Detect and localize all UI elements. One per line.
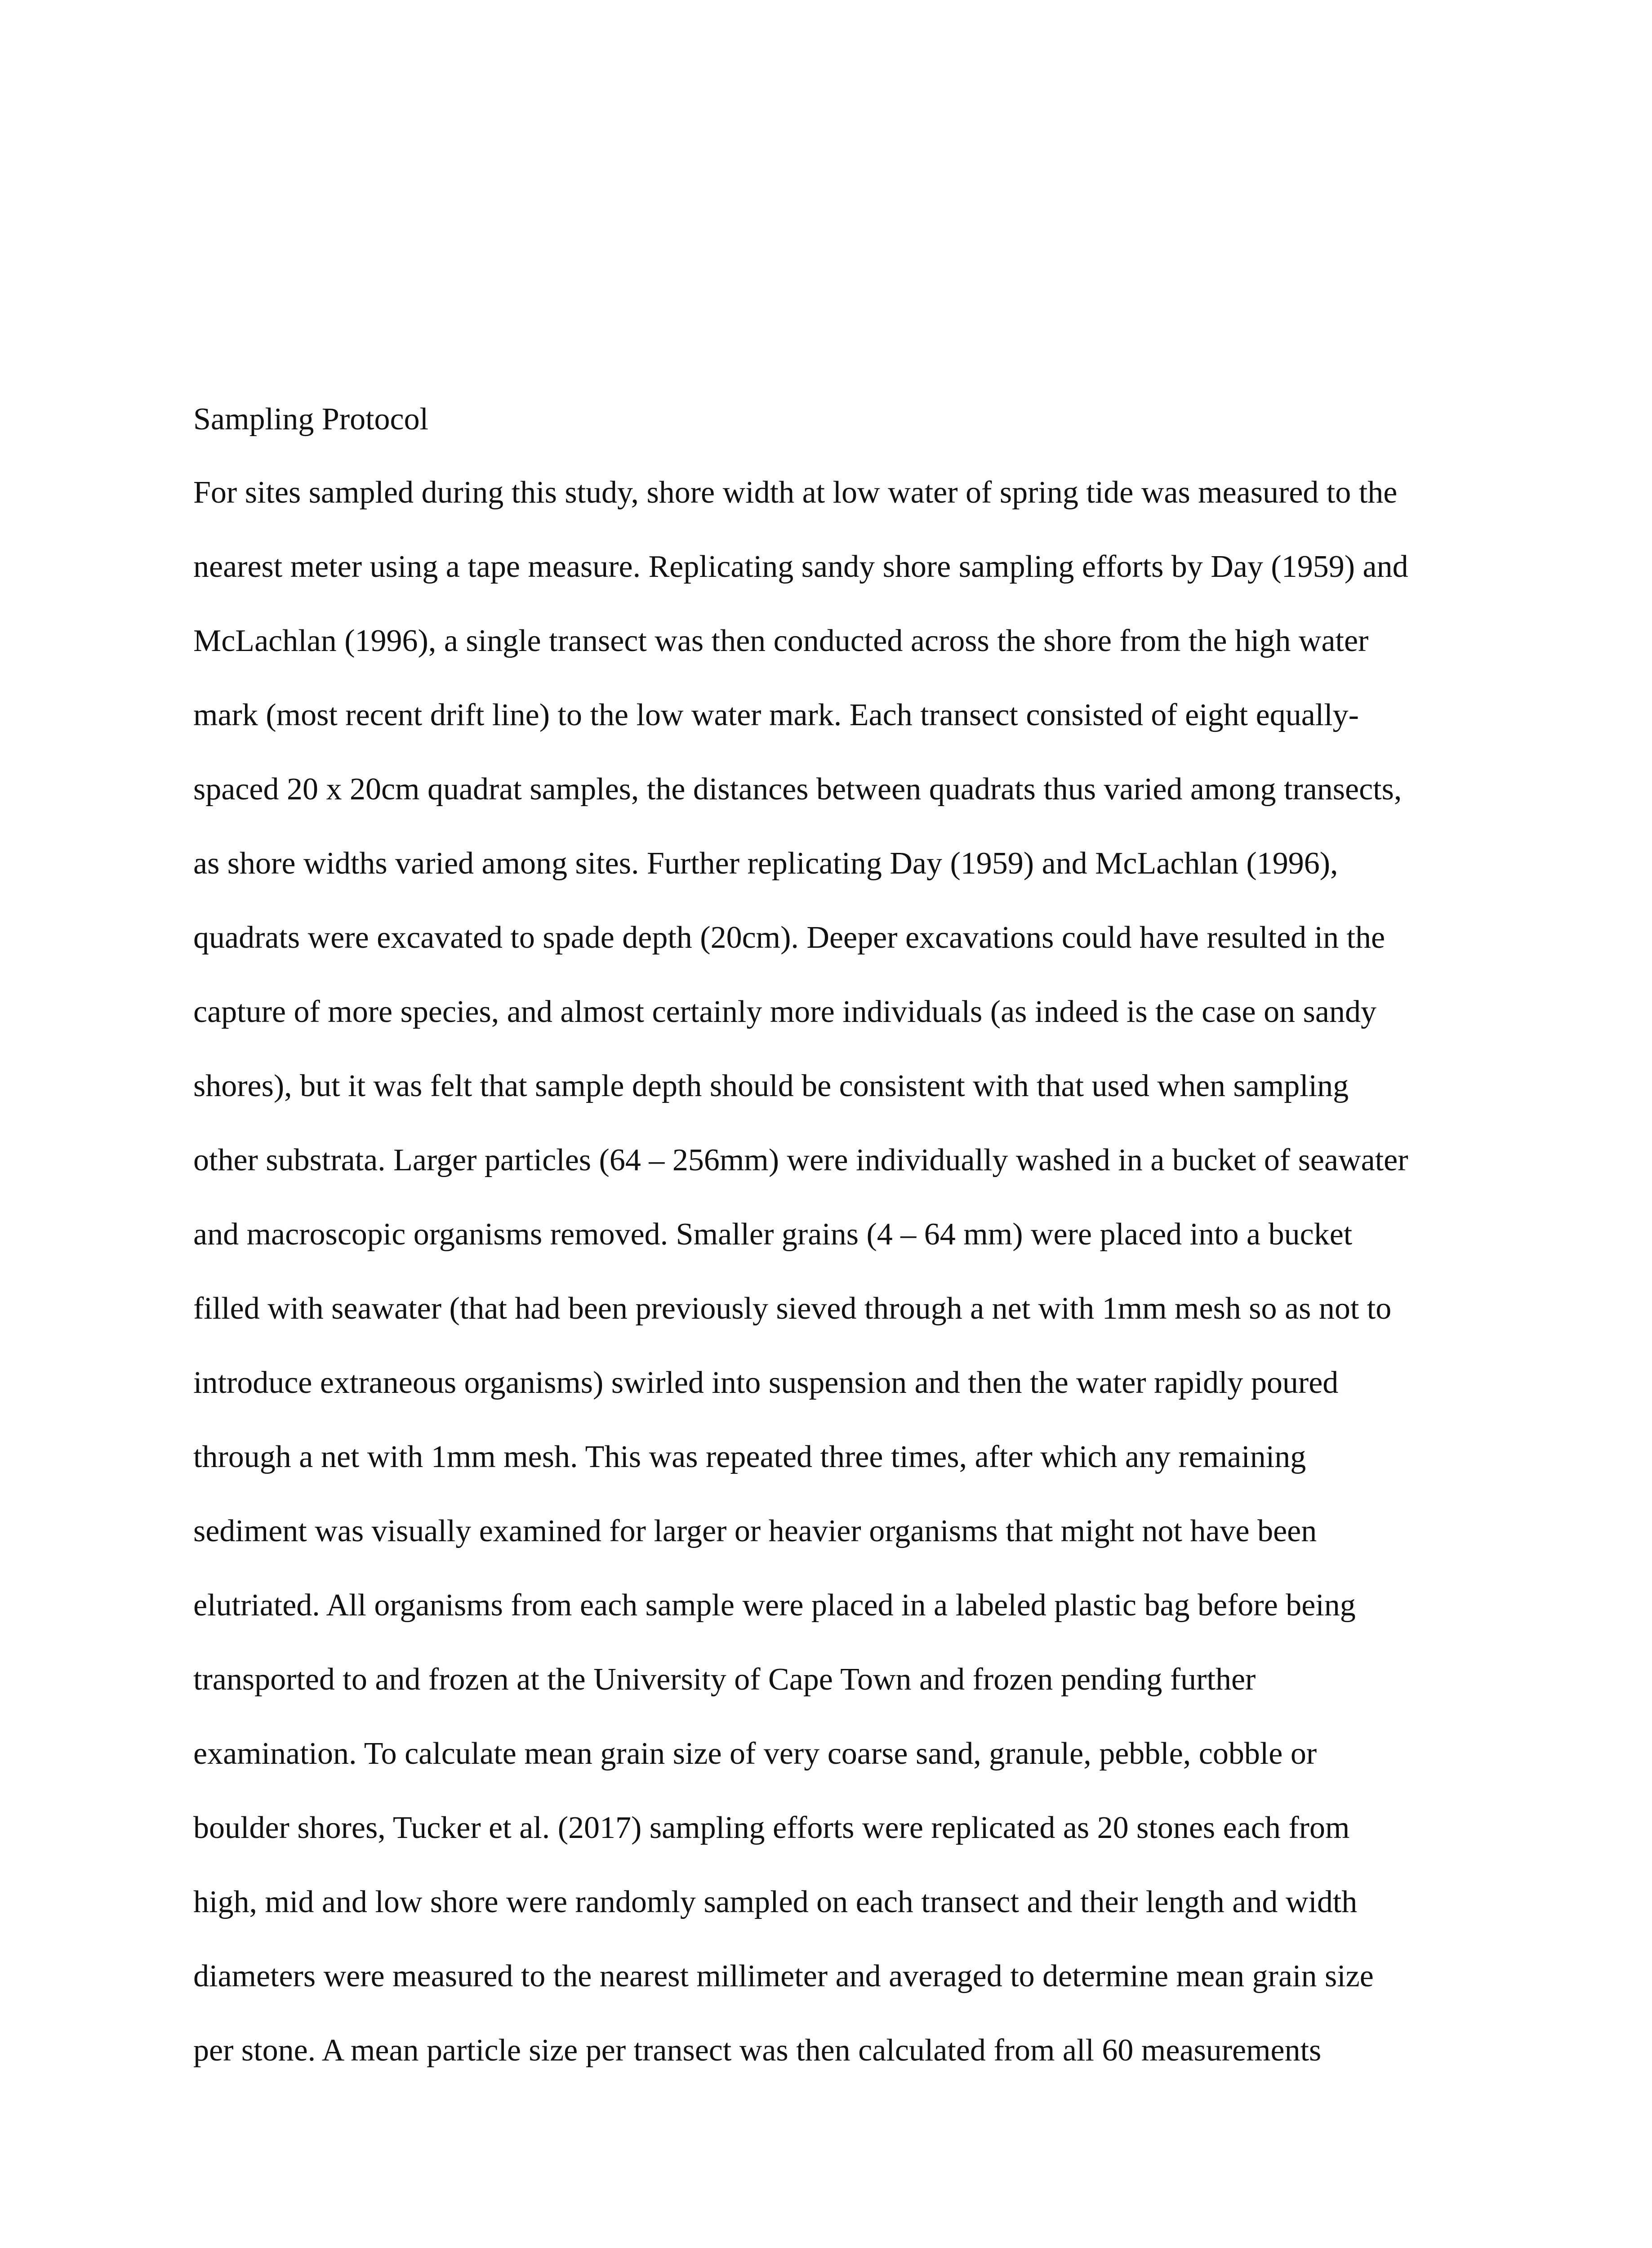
body-text-line: through a net with 1mm mesh. This was repeated three times, after which any remaining <box>193 1440 1306 1474</box>
body-text-line: high, mid and low shore were randomly sampled on each transect and their length and width <box>193 1885 1358 1919</box>
body-text-line: transported to and frozen at the University of Cape Town and frozen pending further <box>193 1662 1256 1697</box>
body-text-line: diameters were measured to the nearest millimeter and averaged to determine mean grain size <box>193 1959 1374 1994</box>
body-text-line: as shore widths varied among sites. Further replicating Day (1959) and McLachlan (1996), <box>193 846 1338 881</box>
body-text-line: elutriated. All organisms from each sample were placed in a labeled plastic bag before being <box>193 1588 1356 1623</box>
body-text-line: spaced 20 x 20cm quadrat samples, the distances between quadrats thus varied among transects, <box>193 772 1402 807</box>
body-text-line: For sites sampled during this study, shore width at low water of spring tide was measured to the <box>193 475 1398 510</box>
body-text-line: examination. To calculate mean grain size of very coarse sand, granule, pebble, cobble or <box>193 1736 1317 1771</box>
body-text-line: quadrats were excavated to spade depth (20cm). Deeper excavations could have resulted in the <box>193 920 1385 955</box>
body-text-line: sediment was visually examined for larger or heavier organisms that might not have been <box>193 1514 1317 1548</box>
body-text-line: per stone. A mean particle size per transect was then calculated from all 60 measurements <box>193 2033 1322 2068</box>
body-text-line: shores), but it was felt that sample depth should be consistent with that used when sampling <box>193 1069 1349 1103</box>
body-text-line: boulder shores, Tucker et al. (2017) sampling efforts were replicated as 20 stones each from <box>193 1811 1350 1845</box>
body-text-line: introduce extraneous organisms) swirled into suspension and then the water rapidly poured <box>193 1365 1339 1400</box>
body-text-line: McLachlan (1996), a single transect was then conducted across the shore from the high water <box>193 624 1369 658</box>
body-text-line: capture of more species, and almost certainly more individuals (as indeed is the case on sandy <box>193 995 1376 1029</box>
body-text-line: mark (most recent drift line) to the low water mark. Each transect consisted of eight equally- <box>193 698 1359 732</box>
body-text-line: and macroscopic organisms removed. Smaller grains (4 – 64 mm) were placed into a bucket <box>193 1217 1353 1252</box>
body-text-line: filled with seawater (that had been previously sieved through a net with 1mm mesh so as not to <box>193 1291 1392 1326</box>
body-text-line: other substrata. Larger particles (64 – 256mm) were individually washed in a bucket of seawater <box>193 1143 1408 1178</box>
body-text-line: nearest meter using a tape measure. Replicating sandy shore sampling efforts by Day (1959) and <box>193 549 1408 584</box>
section-heading: Sampling Protocol <box>193 402 429 437</box>
